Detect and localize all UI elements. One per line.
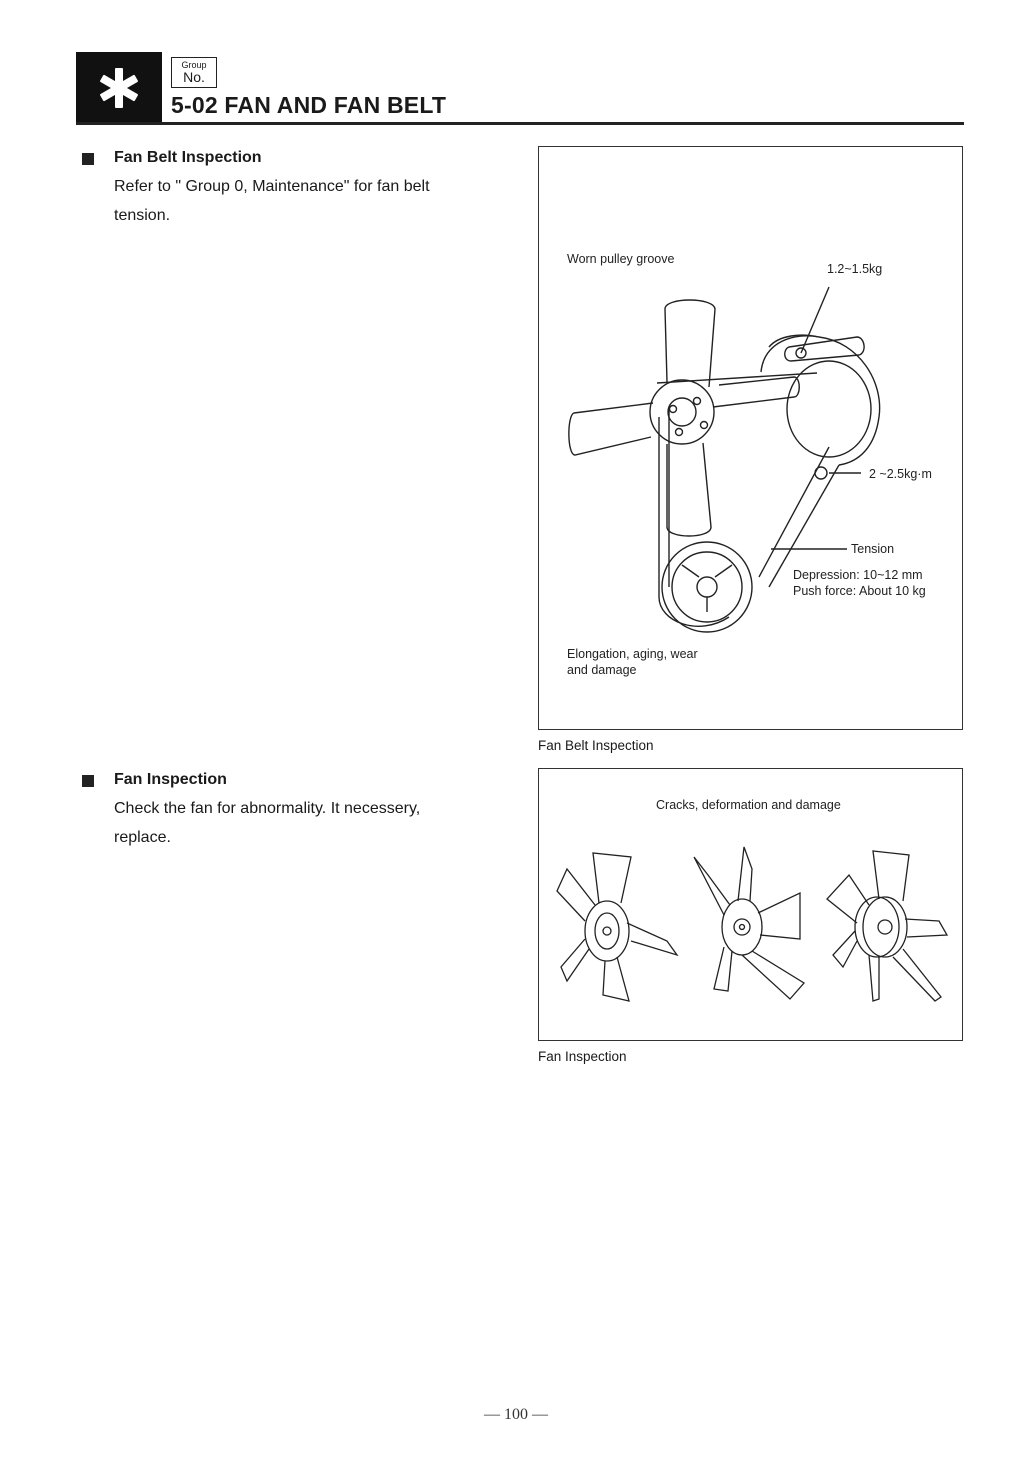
- page-number: — 100 —: [484, 1406, 548, 1423]
- fan-text: [114, 794, 514, 852]
- fan-heading: Fan Inspection: [114, 771, 227, 788]
- push-force-label: Push force: About 10 kg: [793, 584, 926, 598]
- elongation-label: Elongation, aging, wear: [567, 647, 698, 661]
- fan-figure: [538, 768, 963, 1041]
- fan-text-line: Check the fan for abnormality. It necessery,: [114, 800, 421, 817]
- section-logo: [76, 52, 162, 122]
- adjust-force-label: 1.2~1.5kg: [827, 262, 883, 276]
- tension-label: Tension: [851, 542, 895, 556]
- fan-belt-text-line: tension.: [114, 207, 171, 224]
- worn-pulley-label: Worn pulley groove: [567, 252, 675, 266]
- bullet-icon: [82, 775, 94, 787]
- elongation-label-line2: and damage: [567, 663, 637, 677]
- fan-illustration: [539, 769, 964, 1042]
- header-divider: [76, 122, 964, 125]
- depression-label: Depression: 10~12 mm: [793, 568, 923, 582]
- fan-belt-heading: Fan Belt Inspection: [114, 149, 262, 166]
- group-label: Group: [181, 60, 207, 70]
- cracks-label: Cracks, deformation and damage: [656, 798, 841, 812]
- bullet-icon: [82, 153, 94, 165]
- asterisk-icon: [76, 52, 162, 122]
- fan-caption: Fan Inspection: [538, 1049, 627, 1064]
- fan-belt-text-line: Refer to " Group 0, Maintenance" for fan belt: [114, 178, 430, 195]
- fan-belt-figure: [538, 146, 963, 730]
- fan-belt-illustration: [539, 147, 964, 731]
- page-title: 5-02 FAN AND FAN BELT: [171, 92, 447, 118]
- fan-belt-text: [114, 172, 514, 230]
- torque-label: 2 ~2.5kg·m: [869, 467, 932, 481]
- fan-text-line: replace.: [114, 829, 171, 846]
- group-number-box: [171, 57, 217, 88]
- fan-belt-caption: Fan Belt Inspection: [538, 738, 654, 753]
- group-no-label: No.: [183, 69, 205, 85]
